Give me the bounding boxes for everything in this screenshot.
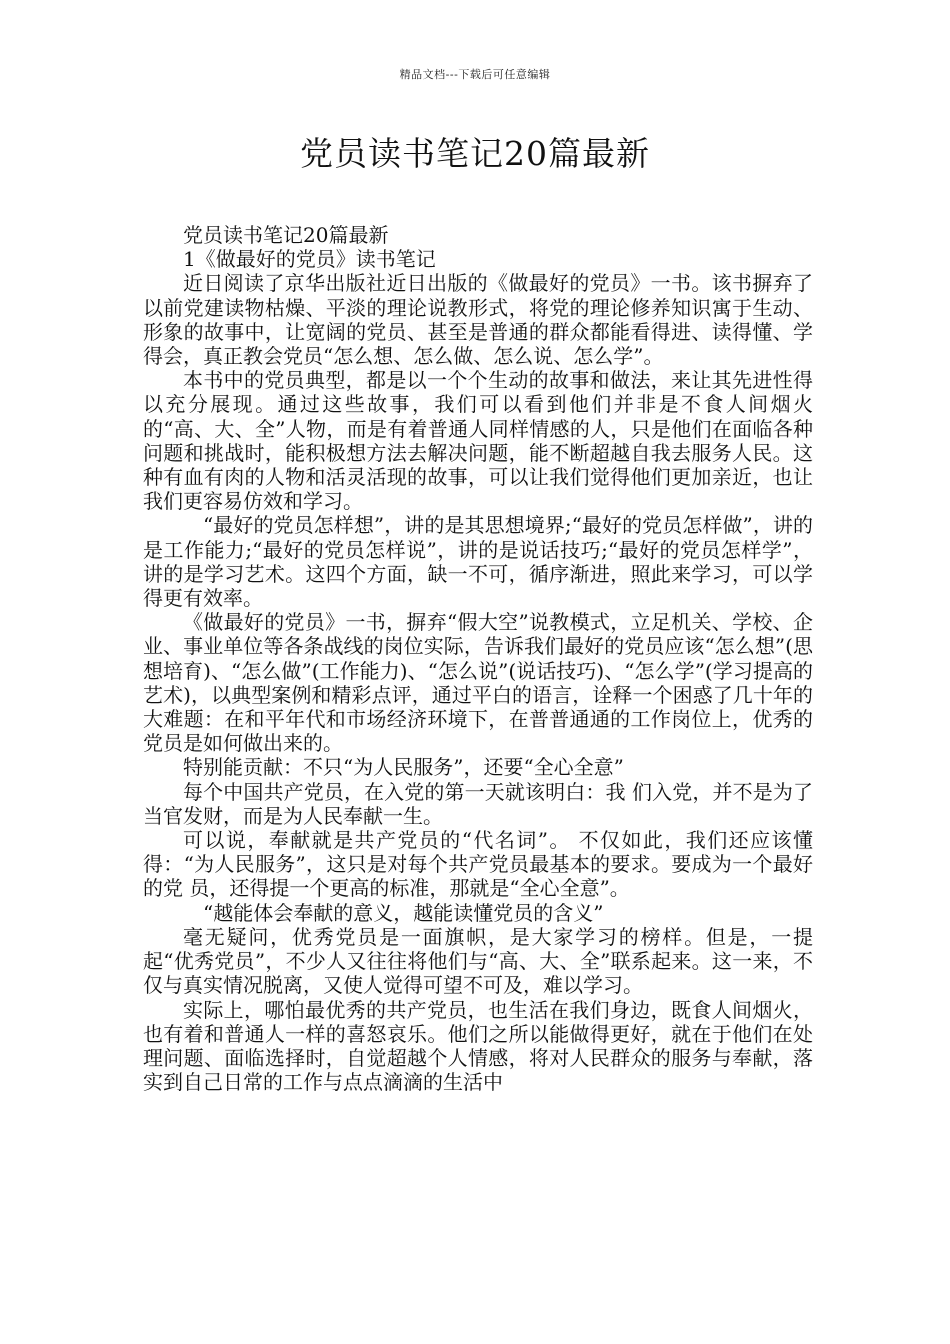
document-title: 党员读书笔记20篇最新 xyxy=(300,134,650,173)
paragraph: 每个中国共产党员，在入党的第一天就该明白：我 们入党，并不是为了当官发财，而是为人民奉献一生。 xyxy=(143,779,813,828)
document-body xyxy=(143,223,813,1094)
section-heading: 1《做最好的党员》读书笔记 xyxy=(183,247,436,272)
paragraph: 近日阅读了京华出版社近日出版的《做最好的党员》一书。该书摒弃了以前党建读物枯燥、平淡的理论说教形式，将党的理论修养知识寓于生动、形象的故事中，让宽阔的党员、甚至是普通的群众都能看得进、读得懂、学得会，真正教会党员“怎么想、怎么做、怎么说、怎么学”。 xyxy=(143,271,813,369)
subtitle-line: 党员读书笔记20篇最新 xyxy=(183,223,389,247)
paragraph: 毫无疑问，优秀党员是一面旗帜，是大家学习的榜样。但是，一提起“优秀党员”，不少人又往往将他们与“高、大、全”联系起来。这一来，不仅与真实情况脱离，又使人觉得可望不可及，难以学习。 xyxy=(143,924,813,998)
page-header-note: 精品文档---下载后可任意编辑 xyxy=(399,68,551,81)
quote-line: “越能体会奉献的意义，越能读懂党员的含义” xyxy=(203,900,604,925)
paragraph: “最好的党员怎样想”，讲的是其思想境界;“最好的党员怎样做”，讲的是工作能力;“最好的党员怎样说”，讲的是说话技巧;“最好的党员怎样学”，讲的是学习艺术。这四个方面，缺一不可，循序渐进，照此来学习，可以学得更有效率。 xyxy=(143,513,813,611)
paragraph: 实际上，哪怕最优秀的共产党员，也生活在我们身边，既食人间烟火，也有着和普通人一样的喜怒哀乐。他们之所以能做得更好，就在于他们在处理问题、面临选择时，自觉超越个人情感，将对人民群众的服务与奉献，落实到自己日常的工作与点点滴滴的生活中 xyxy=(143,997,813,1095)
paragraph: 可以说，奉献就是共产党员的“代名词”。 不仅如此，我们还应该懂得：“为人民服务”，这只是对每个共产党员最基本的要求。要成为一个最好的党 员，还得提一个更高的标准，那就是“全心全意”。 xyxy=(143,828,813,901)
paragraph: 《做最好的党员》一书，摒弃“假大空”说教模式，立足机关、学校、企业、事业单位等各条战线的岗位实际，告诉我们最好的党员应该“怎么想”(思想培育)、“怎么做”(工作能力)、“怎么说”(说话技巧)、“怎么学”(学习提高的艺术)，以典型案例和精彩点评，通过平白的语言，诠释一个困惑了几十年的大难题：在和平年代和市场经济环境下，在普普通通的工作岗位上，优秀的党员是如何做出来的。 xyxy=(143,610,813,756)
paragraph: 本书中的党员典型，都是以一个个生动的故事和做法，来让其先进性得以充分展现。通过这些故事，我们可以看到他们并非是不食人间烟火的“高、大、全”人物，而是有着普通人同样情感的人，只是他们在面临各种问题和挑战时，能积极想方法去解决问题，能不断超越自我去服务人民。这种有血有肉的人物和活灵活现的故事，可以让我们觉得他们更加亲近，也让我们更容易仿效和学习。 xyxy=(143,368,813,514)
subheading-line: 特别能贡献：不只“为人民服务”，还要“全心全意” xyxy=(183,755,624,780)
